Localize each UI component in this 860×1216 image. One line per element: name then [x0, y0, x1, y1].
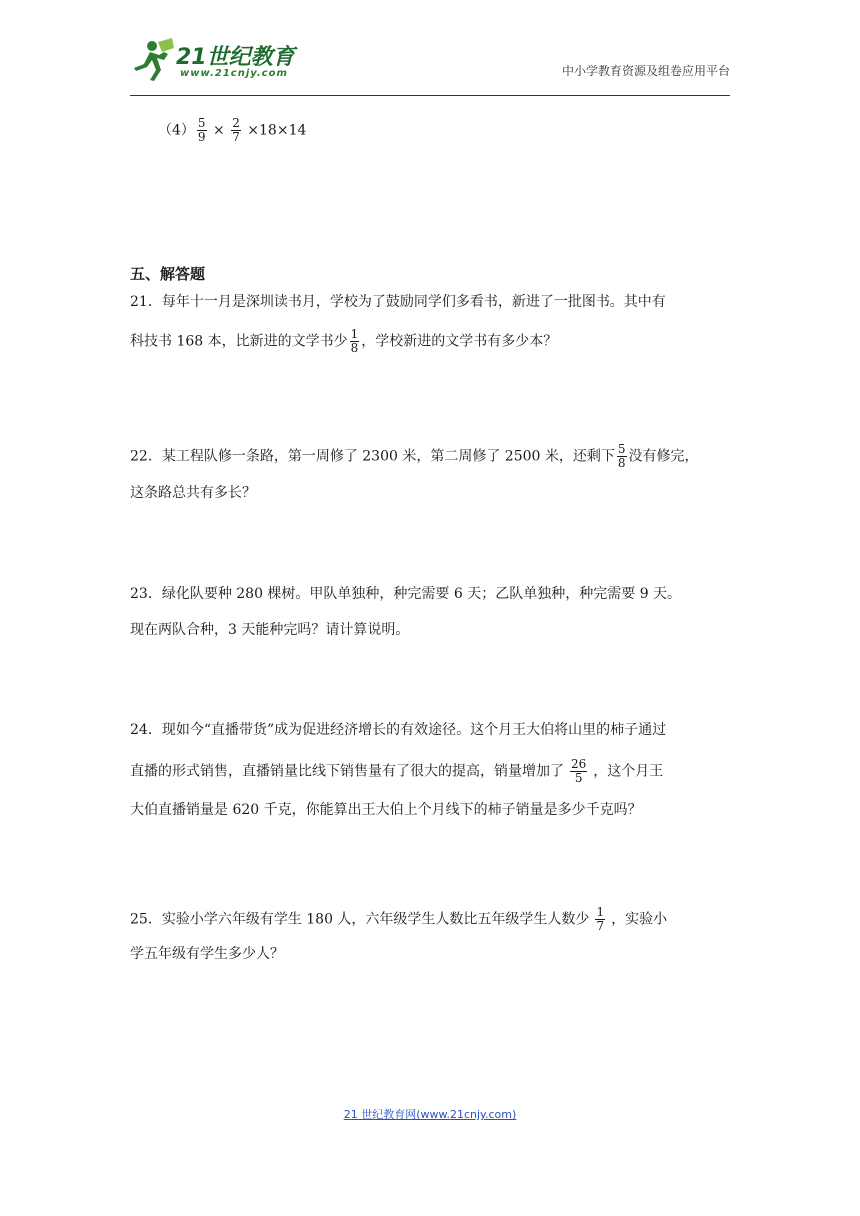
fraction: $\frac{2}{7}$ [232, 116, 240, 144]
section-title: 五、解答题 [130, 265, 206, 283]
question-25-line-2: 学五年级有学生多少人？ [130, 946, 284, 962]
question-24-line-1: 24．现如今“直播带货”成为促进经济增长的有效途径。这个月王大伯将山里的柿子通过 [130, 722, 667, 738]
question-24-line-2: 直播的形式销售，直播销量比线下销售量有了很大的提高，销量增加了 $\frac{26}{5}$ ，这个月王 [130, 757, 664, 785]
question-21-line-2: 科技书 168 本，比新进的文学书少 $\frac{1}{8}$ ，学校新进的文学书有多少本？ [130, 327, 558, 355]
fraction: $\frac{1}{7}$ [596, 905, 605, 933]
question-22-line-1: 22．某工程队修一条路，第一周修了 2300 米，第二周修了 2500 米，还剩下 $\frac{5}{8}$ 没有修完， [130, 442, 699, 470]
fraction: $\frac{5}{8}$ [617, 442, 626, 470]
question-22-line-2: 这条路总共有多长？ [130, 485, 256, 501]
question-25-line-1: 25．实验小学六年级有学生 180 人，六年级学生人数比五年级学生人数少 $\frac{1}{7}$ ，实验小 [130, 905, 668, 933]
operator: × [213, 122, 225, 139]
expression-tail: ×18×14 [247, 122, 307, 139]
header-divider [130, 95, 730, 96]
question-23-line-2: 现在两队合种，3 天能种完吗？请计算说明。 [130, 622, 410, 638]
expression-item-4 [158, 117, 306, 144]
platform-name: 中小学教育资源及组卷应用平台 [561, 64, 730, 78]
site-logo [128, 38, 298, 86]
question-24-line-3: 大伯直播销量是 620 千克，你能算出王大伯上个月线下的柿子销量是多少千克吗？ [130, 802, 642, 818]
item-label: （4） [158, 122, 195, 139]
fraction: $\frac{26}{5}$ [571, 757, 587, 785]
fraction: $\frac{1}{8}$ [350, 327, 359, 355]
logo-url: www.21cnjy.com [180, 68, 288, 79]
footer-link[interactable]: 21 世纪教育网(www.21cnjy.com) [343, 1108, 517, 1121]
fraction: $\frac{5}{9}$ [197, 116, 206, 144]
logo-text: 21世纪教育 [176, 45, 295, 70]
question-21-line-1: 21．每年十一月是深圳读书月，学校为了鼓励同学们多看书，新进了一批图书。其中有 [130, 294, 666, 310]
question-23-line-1: 23．绿化队要种 280 棵树。甲队单独种，种完需要 6 天；乙队单独种，种完需要 9 天。 [130, 586, 682, 602]
runner-icon [128, 38, 176, 82]
